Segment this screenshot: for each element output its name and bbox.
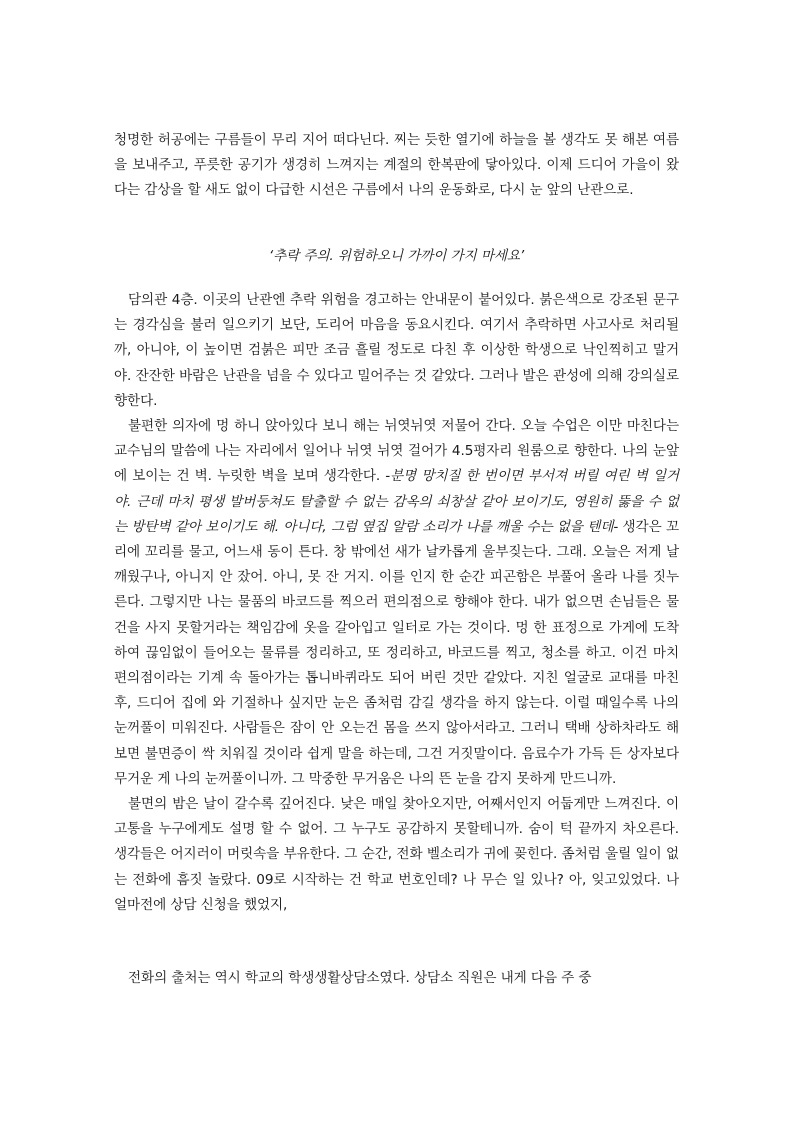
paragraph-railing: 담의관 4층. 이곳의 난관엔 추락 위험을 경고하는 안내문이 붙어있다. 붉은색으로 강조된 문구는 경각심을 불러 일으키기 보단, 도리어 마음을 동요시킨다. 여기서 추락하면 사고사로 처리될까, 아니야, 이 높이면 검붉은 피만 조금 흘릴 정도로 다친 후 이상한 학생으로 낙인찍히고 말거야. 잔잔한 바람은 난관을 넘을 수 있다고 밀어주는 것 같았다. 그러나 발은 관성에 의해 강의실로 향한다.	[114, 292, 679, 409]
paragraph-counseling: 전화의 출처는 역시 학교의 학생생활상담소였다. 상담소 직원은 내게 다음 주 중	[128, 970, 592, 986]
wall-inner-monologue: -분명 망치질 한 번이면 부서져 버릴 여린 벽 일거야. 근데 마치 평생 발버둥쳐도 탈출할 수 없는 감옥의 쇠창살 같아 보이기도, 영원히 뚫을 수 없는 방탄벽 같아 보이기도 해. 아니다, 그럼 옆집 알람 소리가 나를 깨울 수는 없을 텐데-	[114, 468, 680, 535]
intro-section	[114, 128, 679, 204]
paragraph-insomnia: 불면의 밤은 날이 갈수록 깊어진다. 낮은 매일 찾아오지만, 어째서인지 어둡게만 느껴진다. 이 고통을 누구에게도 설명 할 수 없어. 그 누구도 공감하지 못할테니까. 숨이 턱 끝까지 차오른다. 생각들은 어지러이 머릿속을 부유한다. 그 순간, 전화 벨소리가 귀에 꽂힌다. 좀처럼 울릴 일이 없는 전화에 흠짓 놀랐다. 09로 시작하는 건 학교 번호인데? 나 무슨 일 있나? 아, 잊고있었다. 나 얼마전에 상담 신청을 했었지,	[114, 796, 679, 913]
warning-sign-quote: ‘추락 주의. 위험하오니 가까이 가지 마세요’	[268, 248, 525, 264]
wall-text-start: 불편한 의자에 멍 하니 앉아있다 보니 해는 뉘엿뉘엿 저물어 간다. 오늘 수업은 이만 마친다는 교수님의 말씀에 나는 자리에서 일어나 뉘엿 뉘엿 걸어가 4.5평자리 원룸으로 향한다. 나의 눈앞에 보이는 건 벽. 누릿한 벽을 보며 생각한다.	[114, 418, 679, 485]
paragraph-intro: 청명한 허공에는 구름들이 무리 지어 떠다닌다. 찌는 듯한 열기에 하늘을 볼 생각도 못 해본 여름을 보내주고, 푸릇한 공기가 생경히 느껴지는 계절의 한복판에 닿아있다. 이제 드디어 가을이 왔다는 감상을 할 새도 없이 다급한 시선은 구름에서 나의 운동화로, 다시 눈 앞의 난관으로.	[114, 132, 679, 199]
wall-text-end: 생각은 꼬리에 꼬리를 물고, 어느새 동이 튼다. 창 밖에선 새가 날카롭게 울부짖는다. 그래. 오늘은 저게 날 깨웠구나, 아니지 안 잤어. 아니, 못 잔 거지. 이를 인지 한 순간 피곤함은 부풀어 올라 나를 짓누른다. 그렇지만 나는 물품의 바코드를 찍으러 편의점으로 향해야 한다. 내가 없으면 손님들은 물건을 사지 못할거라는 책임감에 옷을 갈아입고 일터로 가는 것이다. 멍 한 표정으로 가게에 도착하여 끊임없이 들어오는 물류를 정리하고, 또 정리하고, 바코드를 찍고, 청소를 하고. 이건 마치 편의점이라는 기계 속 돌아가는 톱니바퀴라도 되어 버린 것만 같았다. 지친 얼굴로 교대를 마친 후, 드디어 집에 와 기절하나 싶지만 눈은 좀처럼 감길 생각을 하지 않는다. 이럴 때일수록 나의 눈꺼풀이 미워진다. 사람들은 잠이 안 오는건 몸을 쓰지 않아서라고. 그러니 택배 상하차라도 해보면 불면증이 싹 치워질 것이라 쉽게 말을 하는데, 그건 거짓말이다. 음료수가 가득 든 상자보다 무거운 게 나의 눈꺼풀이니까. 그 막중한 무거움은 나의 뜬 눈을 감지 못하게 만드니까.	[114, 518, 679, 787]
body-section	[114, 288, 679, 918]
paragraph-wall	[114, 414, 679, 792]
ending-section	[114, 966, 679, 991]
